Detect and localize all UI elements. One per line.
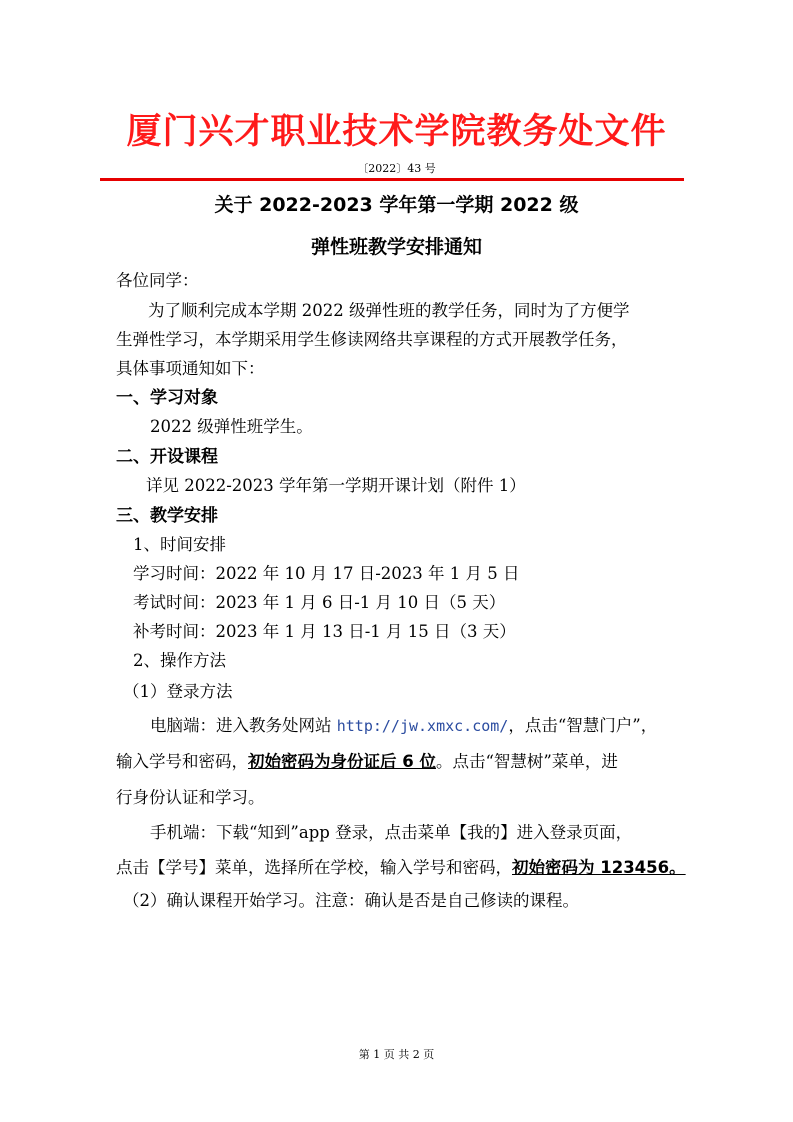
operation-method-subheading: 2、操作方法 <box>133 651 226 670</box>
intro-line1: 为了顺利完成本学期 2022 级弹性班的教学任务，同时为了方便学 <box>148 301 630 320</box>
document-number: 〔2022〕43 号 <box>357 162 436 175</box>
notice-title-line2: 弹性班教学安排通知 <box>310 236 482 258</box>
mobile-login-line2-prefix: 点击【学号】菜单，选择所在学校，输入学号和密码， <box>116 858 512 877</box>
intro-line2: 生弹性学习，本学期采用学生修读网络共享课程的方式开展教学任务， <box>116 330 628 349</box>
pc-login-suffix: ，点击“智慧门户”， <box>508 716 658 735</box>
academic-affairs-link[interactable]: http://jw.xmxc.com/ <box>336 717 509 735</box>
greeting: 各位同学： <box>116 271 199 290</box>
pc-login-line2-suffix: 。点击“智慧树”菜单，进 <box>435 752 618 771</box>
section1-text: 2022 级弹性班学生。 <box>150 417 313 436</box>
pc-login-line1 <box>150 715 657 737</box>
confirm-course-note: （2）确认课程开始学习。注意：确认是否是自己修读的课程。 <box>123 891 579 910</box>
pc-login-line3: 行身份认证和学习。 <box>116 788 265 807</box>
section3-heading: 三、教学安排 <box>116 506 218 526</box>
pc-login-line2-prefix: 输入学号和密码， <box>116 752 248 771</box>
time-arrangement-subheading: 1、时间安排 <box>133 535 226 554</box>
intro-line3: 具体事项通知如下： <box>116 359 265 378</box>
exam-time: 考试时间：2023 年 1 月 6 日-1 月 10 日（5 天） <box>133 593 506 612</box>
section2-heading: 二、开设课程 <box>116 447 218 467</box>
pc-login-prefix: 电脑端：进入教务处网站 <box>150 716 337 735</box>
login-method-title: （1）登录方法 <box>123 682 233 701</box>
mobile-initial-password-note: 初始密码为 123456。 <box>512 858 686 877</box>
study-time: 学习时间：2022 年 10 月 17 日-2023 年 1 月 5 日 <box>133 564 520 583</box>
mobile-login-line2 <box>116 857 686 879</box>
document-title: 厦门兴才职业技术学院教务处文件 <box>126 111 667 152</box>
section2-text: 详见 2022-2023 学年第一学期开课计划（附件 1） <box>146 476 526 495</box>
pc-initial-password-note: 初始密码为身份证后 6 位 <box>248 752 436 771</box>
mobile-login-line1: 手机端：下载“知到”app 登录，点击菜单【我的】进入登录页面， <box>150 823 633 842</box>
page-footer: 第 1 页 共 2 页 <box>358 1048 435 1061</box>
makeup-exam-time: 补考时间：2023 年 1 月 13 日-1 月 15 日（3 天） <box>133 622 516 641</box>
section1-heading: 一、学习对象 <box>116 388 218 408</box>
red-divider-line <box>100 178 684 181</box>
pc-login-line2 <box>116 751 618 773</box>
notice-title-line1: 关于 2022-2023 学年第一学期 2022 级 <box>214 194 579 216</box>
